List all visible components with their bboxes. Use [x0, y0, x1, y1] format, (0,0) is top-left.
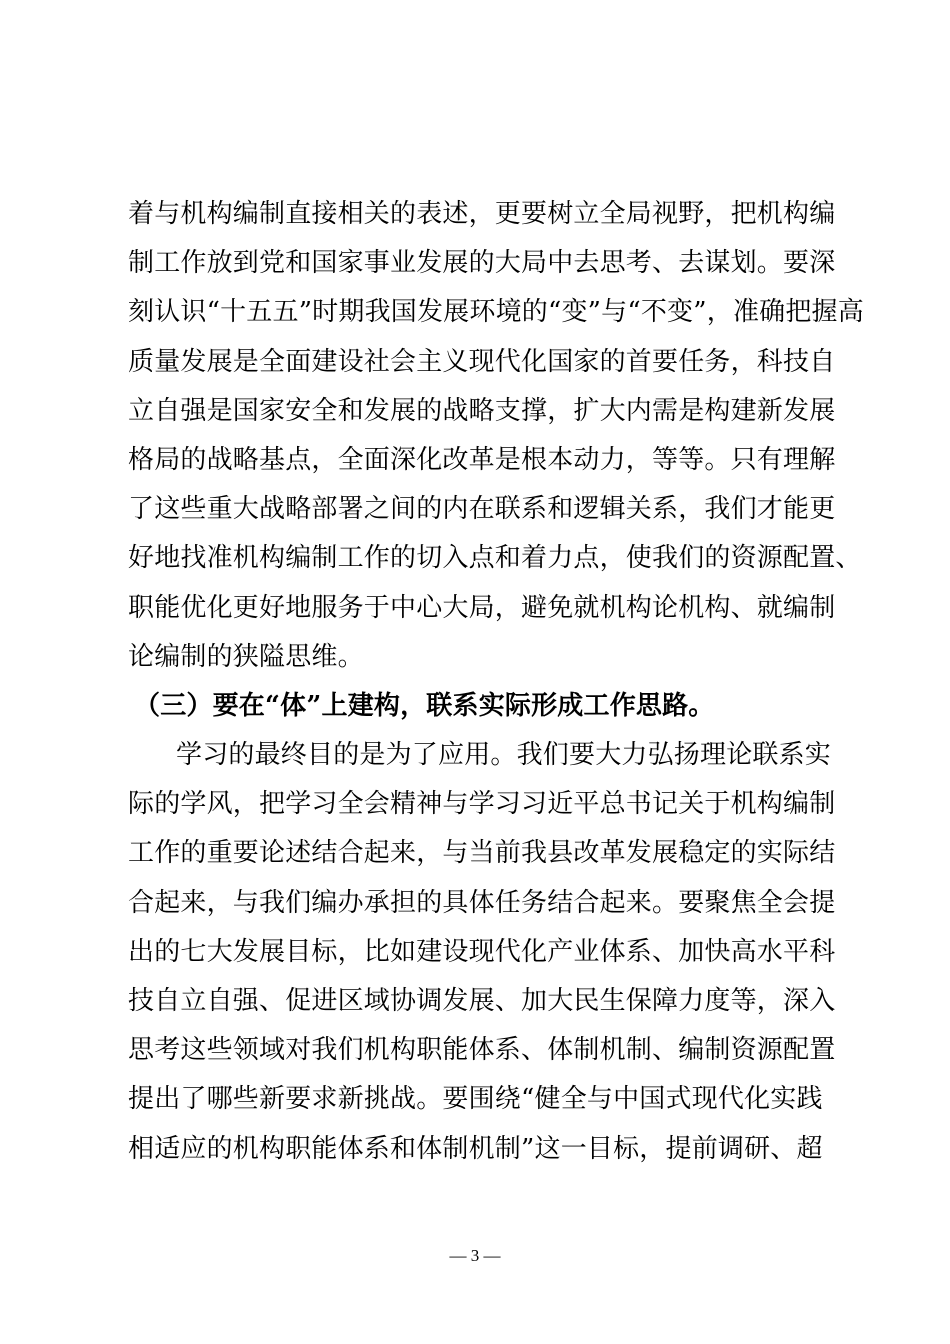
text-line: 刻认识“十五五”时期我国发展环境的“变”与“不变”，准确把握高	[128, 297, 864, 328]
text-line: 合起来，与我们编办承担的具体任务结合起来。要聚焦全会提	[128, 887, 836, 918]
text-line: 质量发展是全面建设社会主义现代化国家的首要任务，科技自	[128, 346, 836, 377]
text-line: 学习的最终目的是为了应用。我们要大力弘扬理论联系实	[176, 740, 832, 771]
page-number: — 3 —	[449, 1246, 501, 1265]
text-line: 工作的重要论述结合起来，与当前我县改革发展稳定的实际结	[128, 838, 836, 869]
document-body	[128, 190, 864, 1174]
text-line: 技自立自强、促进区域协调发展、加大民生保障力度等，深入	[128, 986, 836, 1016]
text-line: 出的七大发展目标，比如建设现代化产业体系、加快高水平科	[128, 936, 836, 967]
section-heading: （三）要在“体”上建构，联系实际形成工作思路。	[134, 690, 715, 721]
text-line: 立自强是国家安全和发展的战略支撑，扩大内需是构建新发展	[128, 395, 836, 426]
text-line: 格局的战略基点，全面深化改革是根本动力，等等。只有理解	[128, 444, 836, 475]
text-line: 制工作放到党和国家事业发展的大局中去思考、去谋划。要深	[128, 248, 836, 279]
text-line: 论编制的狭隘思维。	[128, 641, 364, 672]
text-line: 际的学风，把学习全会精神与学习习近平总书记关于机构编制	[128, 789, 836, 820]
text-line: 好地找准机构编制工作的切入点和着力点，使我们的资源配置、	[128, 543, 862, 574]
text-line: 了这些重大战略部署之间的内在联系和逻辑关系，我们才能更	[128, 494, 836, 525]
text-line: 着与机构编制直接相关的表述，更要树立全局视野，把机构编	[128, 199, 836, 229]
text-line: 职能优化更好地服务于中心大局，避免就机构论机构、就编制	[128, 592, 836, 623]
text-line: 提出了哪些新要求新挑战。要围绕“健全与中国式现代化实践	[128, 1084, 823, 1115]
text-line: 思考这些领域对我们机构职能体系、体制机制、编制资源配置	[128, 1035, 836, 1066]
text-line: 相适应的机构职能体系和体制机制”这一目标，提前调研、超	[128, 1133, 823, 1164]
